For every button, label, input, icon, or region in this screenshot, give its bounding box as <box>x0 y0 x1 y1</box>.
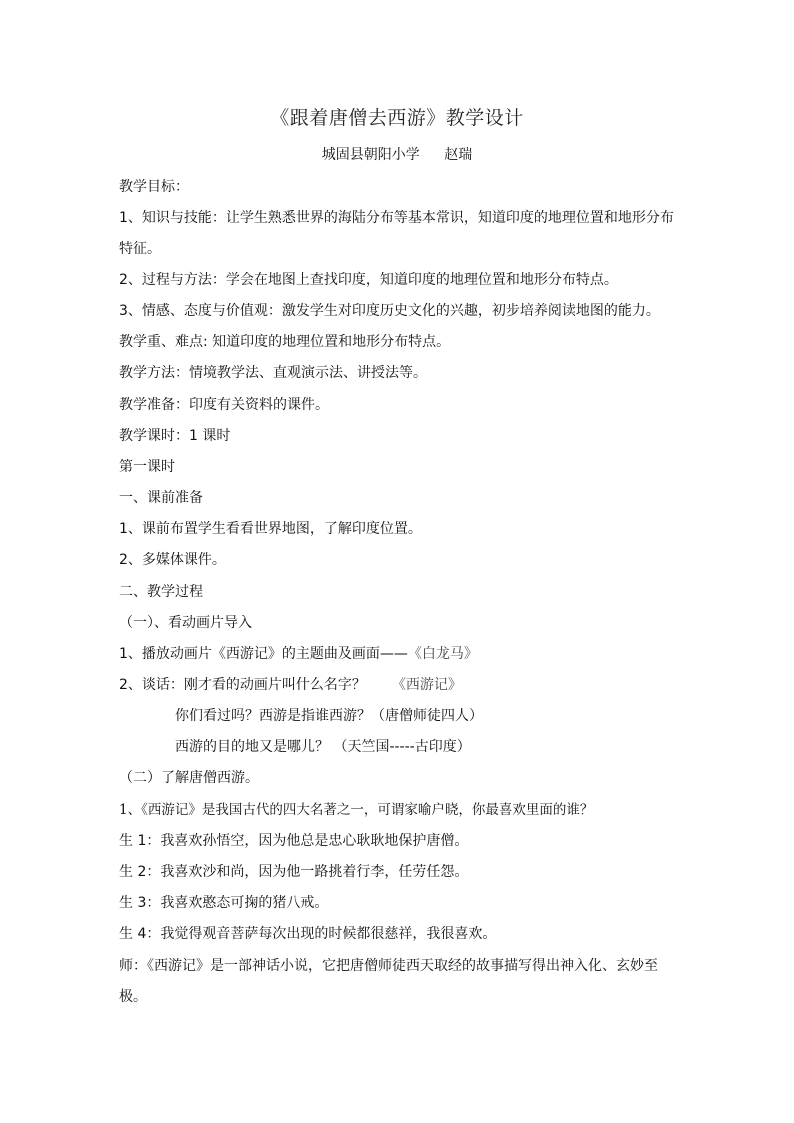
author-name: 赵瑞 <box>444 147 473 163</box>
objective-1-line-2: 特征。 <box>119 241 161 257</box>
process-heading: 二、教学过程 <box>119 584 203 600</box>
pre-class-item-1: 1、课前布置学生看看世界地图，了解印度位置。 <box>119 521 422 537</box>
part-1-item-2-answer: 《西游记》 <box>391 677 462 693</box>
part-1-item-1 <box>119 644 689 664</box>
author-line <box>0 145 794 165</box>
teaching-methods: 教学方法：情境教学法、直观演示法、讲授法等。 <box>119 365 427 381</box>
part-1-question-1: 你们看过吗？西游是指谁西游？（唐僧师徒四人） <box>175 708 483 724</box>
teacher-line-2: 极。 <box>119 989 147 1005</box>
teacher-line-1: 师：《西游记》是一部神话小说，它把唐僧师徒西天取经的故事描写得出神入化、玄妙至 <box>119 958 658 974</box>
objective-3: 3、情感、态度与价值观：激发学生对印度历史文化的兴趣，初步培养阅读地图的能力。 <box>119 303 660 319</box>
student-1: 生 1：我喜欢孙悟空，因为他总是忠心耿耿地保护唐僧。 <box>119 833 469 849</box>
teaching-preparation: 教学准备：印度有关资料的课件。 <box>119 397 329 413</box>
lesson-heading: 第一课时 <box>119 459 175 475</box>
pre-class-heading: 一、课前准备 <box>119 490 203 506</box>
song-title: 《白龙马》 <box>407 646 478 662</box>
part-2-item-1: 1、《西游记》是我国古代的四大名著之一，可谓家喻户晓，你最喜欢里面的谁？ <box>119 802 594 818</box>
pre-class-item-2: 2、多媒体课件。 <box>119 552 226 568</box>
part-1-item-2-text: 2、谈话：刚才看的动画片叫什么名字？ <box>119 677 366 693</box>
objective-1-line-1: 1、知识与技能：让学生熟悉世界的海陆分布等基本常识，知道印度的地理位置和地形分布 <box>119 210 674 226</box>
student-4: 生 4：我觉得观音菩萨每次出现的时候都很慈祥，我很喜欢。 <box>119 926 497 942</box>
student-2: 生 2：我喜欢沙和尚，因为他一路挑着行李，任劳任怨。 <box>119 864 469 880</box>
part-1-heading: （一）、看动画片导入 <box>119 615 252 631</box>
class-hours: 教学课时：1 课时 <box>119 428 231 444</box>
objectives-heading: 教学目标： <box>119 179 189 195</box>
document-title: 《跟着唐僧去西游》教学设计 <box>270 107 524 129</box>
key-points: 教学重、难点: 知道印度的地理位置和地形分布特点。 <box>119 334 451 350</box>
objective-2: 2、过程与方法：学会在地图上查找印度，知道印度的地理位置和地形分布特点。 <box>119 272 618 288</box>
school-name: 城固县朝阳小学 <box>321 147 420 163</box>
student-3: 生 3：我喜欢憨态可掬的猪八戒。 <box>119 895 329 911</box>
part-1-question-2: 西游的目的地又是哪儿？ （天竺国-----古印度） <box>175 739 471 755</box>
part-2-heading: （二）了解唐僧西游。 <box>119 770 259 786</box>
part-1-item-2 <box>119 675 689 695</box>
part-1-item-1-text: 1、播放动画片《西游记》的主题曲及画面—— <box>119 646 408 662</box>
